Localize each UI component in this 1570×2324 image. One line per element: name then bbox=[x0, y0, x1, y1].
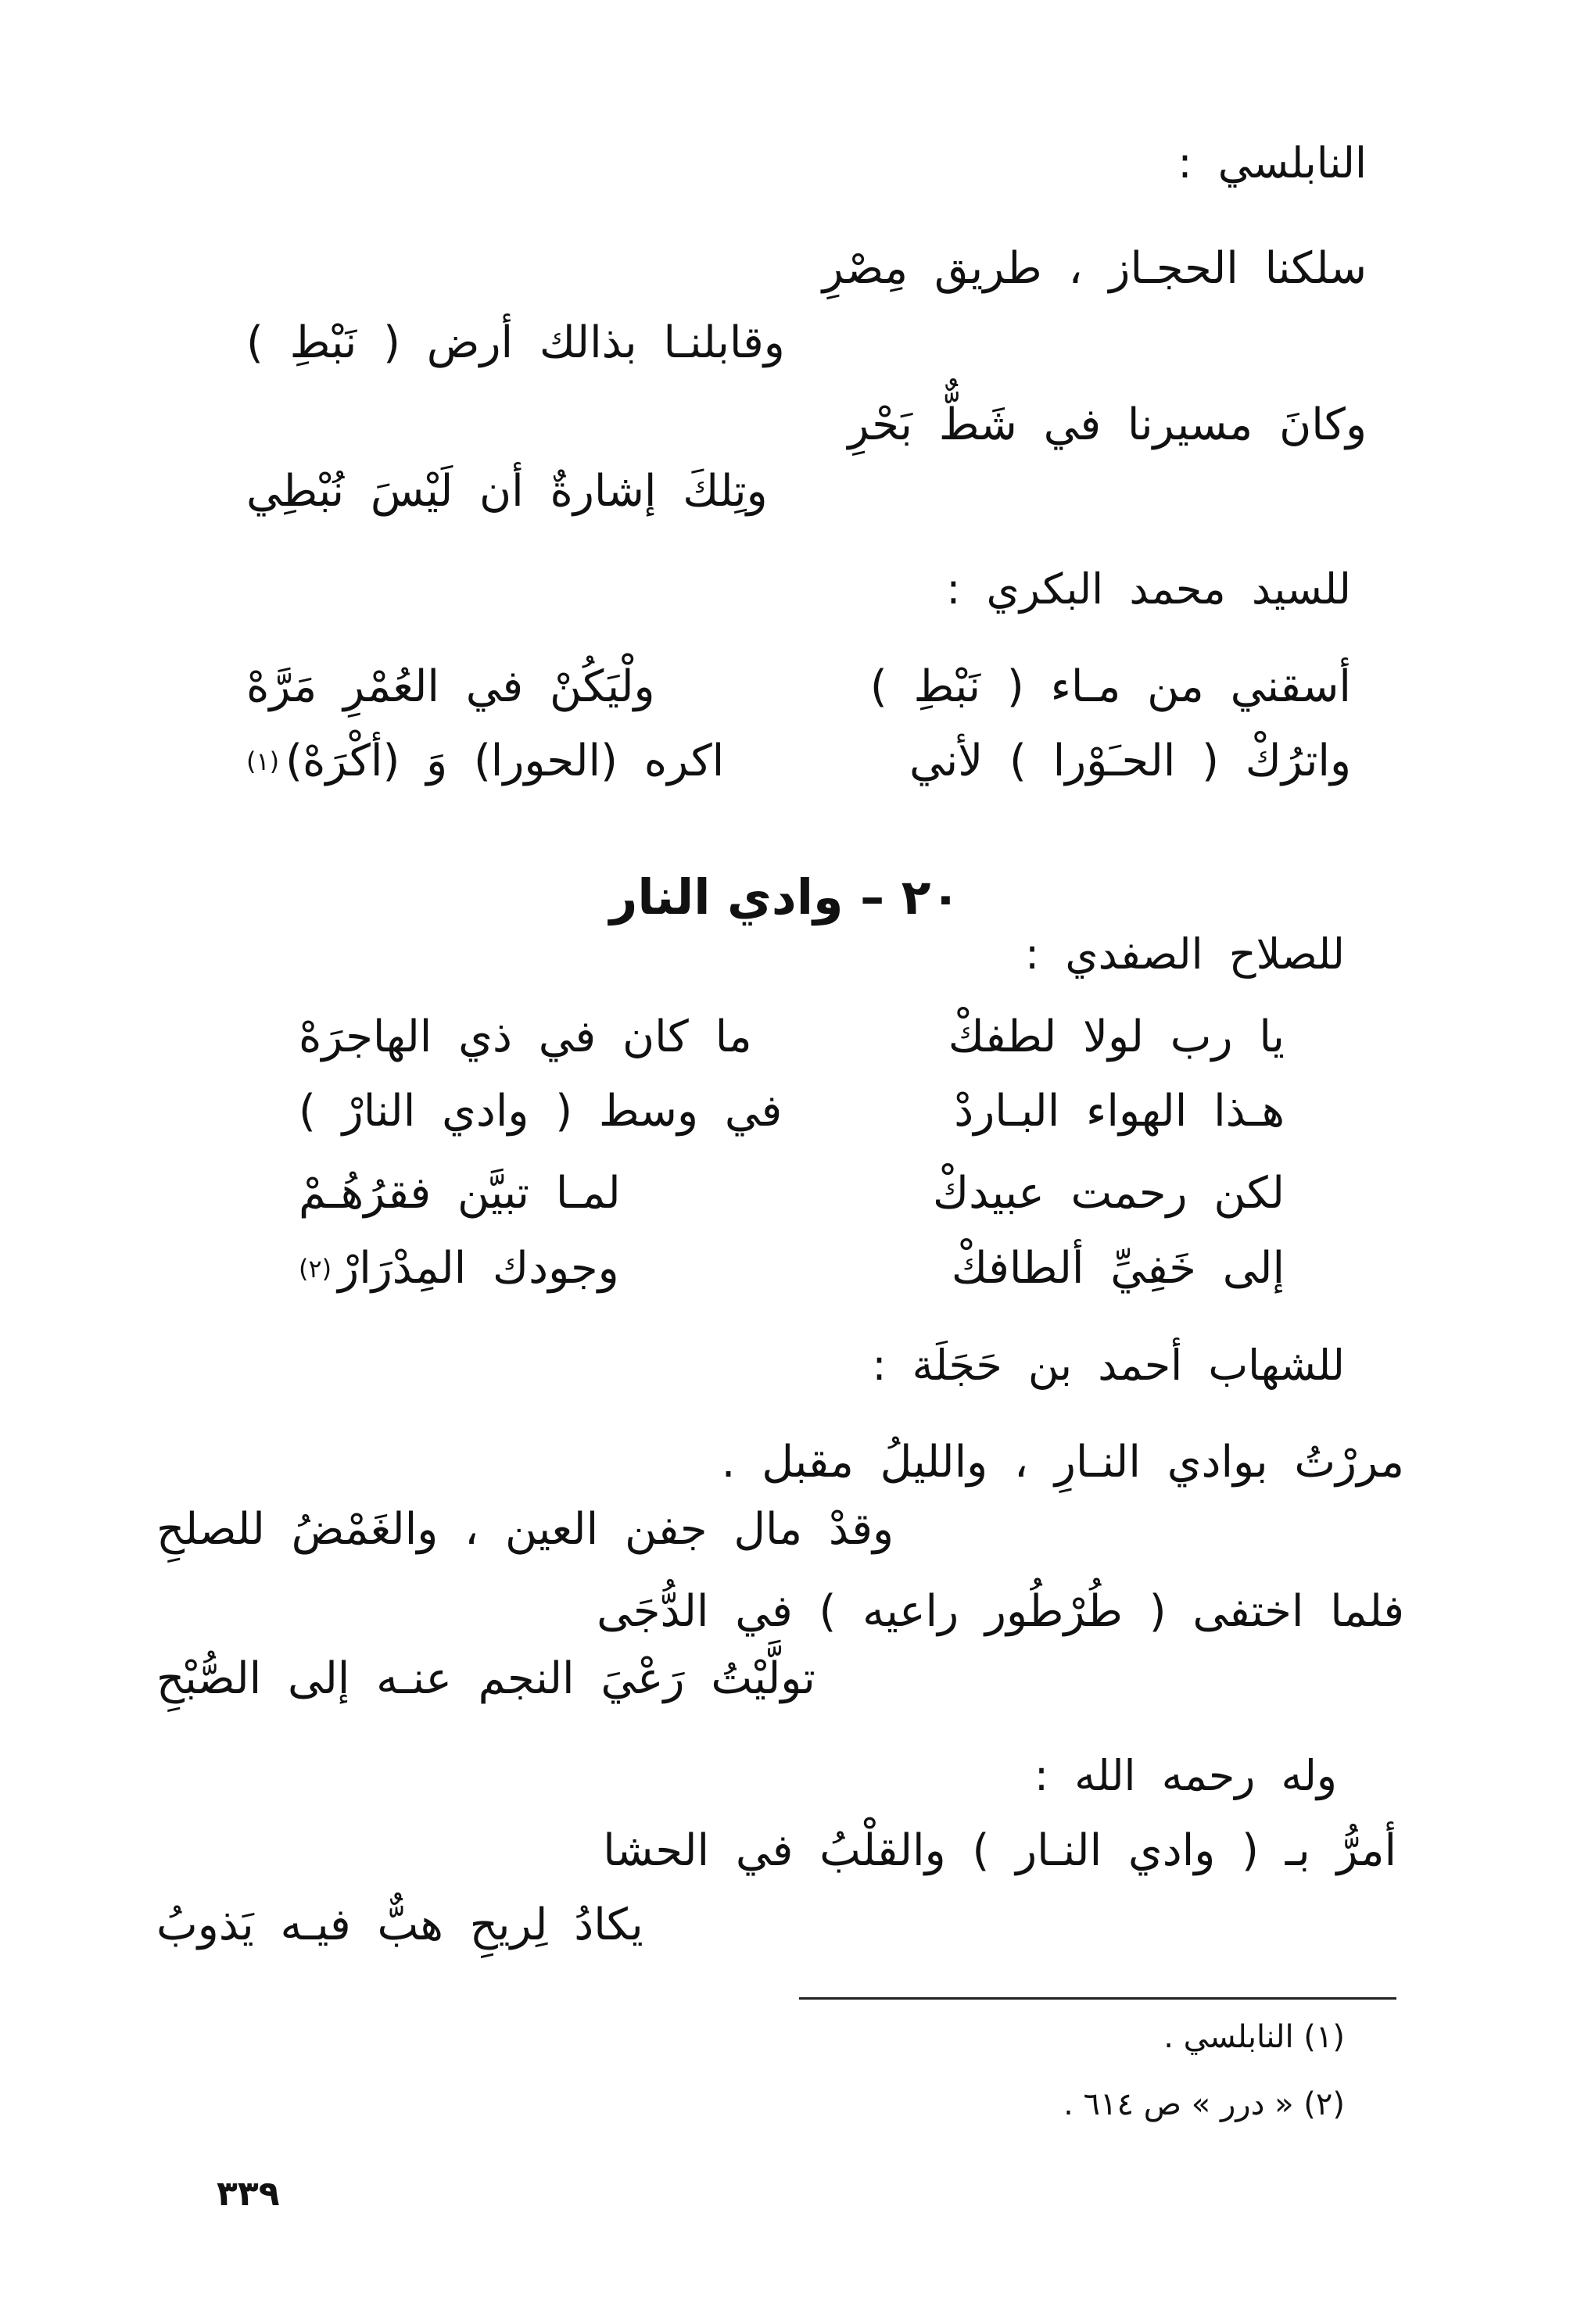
verse-second-hemistich: في وسط ( وادي النارْ ) bbox=[299, 1086, 783, 1137]
poem-line: وقدْ مال جفن العين ، والغَمْضُ للصلحِ bbox=[156, 1504, 894, 1555]
verse-text: اكره (الحورا) وَ (أكْرَهْ) bbox=[285, 736, 725, 786]
poet-attribution: وله رحمه الله : bbox=[1034, 1751, 1337, 1800]
poem-line: يكادُ لِريحِ هبٌّ فيـه يَذوبُ bbox=[156, 1900, 643, 1950]
verse-second-hemistich bbox=[246, 731, 724, 792]
poem-line: فلما اختفى ( طُرْطُور راعيه ) في الدُّجَى bbox=[597, 1586, 1404, 1637]
poem-line: وكانَ مسيرنا في شَطٌّ بَحْرِ bbox=[848, 399, 1367, 450]
verse-first-hemistich: يا رب لولا لطفكْ bbox=[948, 1012, 1285, 1062]
footnote: (٢) « درر » ص ٦١٤ . bbox=[1063, 2086, 1345, 2122]
verse-second-hemistich: ولْيَكُنْ في العُمْرِ مَرَّهْ bbox=[246, 661, 655, 712]
footnote-marker: (٢) bbox=[299, 1254, 332, 1284]
verse-first-hemistich: واترُكْ ( الحـَوْرا ) لأني bbox=[909, 736, 1351, 786]
verse-first-hemistich: إلى خَفِيِّ ألطافكْ bbox=[951, 1243, 1285, 1294]
verse-first-hemistich: هـذا الهواء البـاردْ bbox=[954, 1086, 1285, 1137]
poem-line: وتِلكَ إشارةٌ أن لَيْسَ نُبْطِي bbox=[246, 466, 768, 517]
footnote: (١) النابلسي . bbox=[1163, 2019, 1345, 2055]
poet-attribution: للصلاح الصفدي : bbox=[1025, 929, 1345, 979]
poet-attribution: للسيد محمد البكري : bbox=[946, 564, 1351, 614]
poem-line: وقابلنـا بذالك أرض ( نَبْطِ ) bbox=[246, 317, 785, 368]
poem-line: أمرُّ بـ ( وادي النـار ) والقلْبُ في الحشا bbox=[603, 1825, 1396, 1876]
page-number: ٣٣٩ bbox=[217, 2174, 280, 2214]
section-heading: ٢٠ – وادي النار bbox=[609, 868, 961, 926]
poet-attribution: النابلسي : bbox=[1178, 138, 1367, 188]
poet-attribution: للشهاب أحمد بن حَجَلَة : bbox=[872, 1341, 1345, 1390]
poem-line: تولَّيْتُ رَعْيَ النجم عنـه إلى الصُّبْحِ bbox=[156, 1653, 815, 1704]
footnote-separator bbox=[799, 1997, 1396, 2000]
verse-first-hemistich: أسقني من مـاء ( نَبْطِ ) bbox=[869, 661, 1351, 712]
verse-first-hemistich: لكن رحمت عبيدكْ bbox=[932, 1168, 1285, 1219]
poem-line: مررْتُ بوادي النـارِ ، والليلُ مقبل . bbox=[721, 1437, 1404, 1488]
poem-line: سلكنا الحجـاز ، طريق مِصْرِ bbox=[822, 243, 1367, 294]
verse-second-hemistich: ما كان في ذي الهاجرَهْ bbox=[299, 1012, 752, 1062]
verse-second-hemistich: لمـا تبيَّن فقرُهُـمْ bbox=[299, 1168, 621, 1219]
verse-text: وجودك المِدْرَارْ bbox=[338, 1243, 619, 1294]
verse-second-hemistich bbox=[299, 1238, 619, 1299]
footnote-marker: (١) bbox=[246, 747, 280, 776]
